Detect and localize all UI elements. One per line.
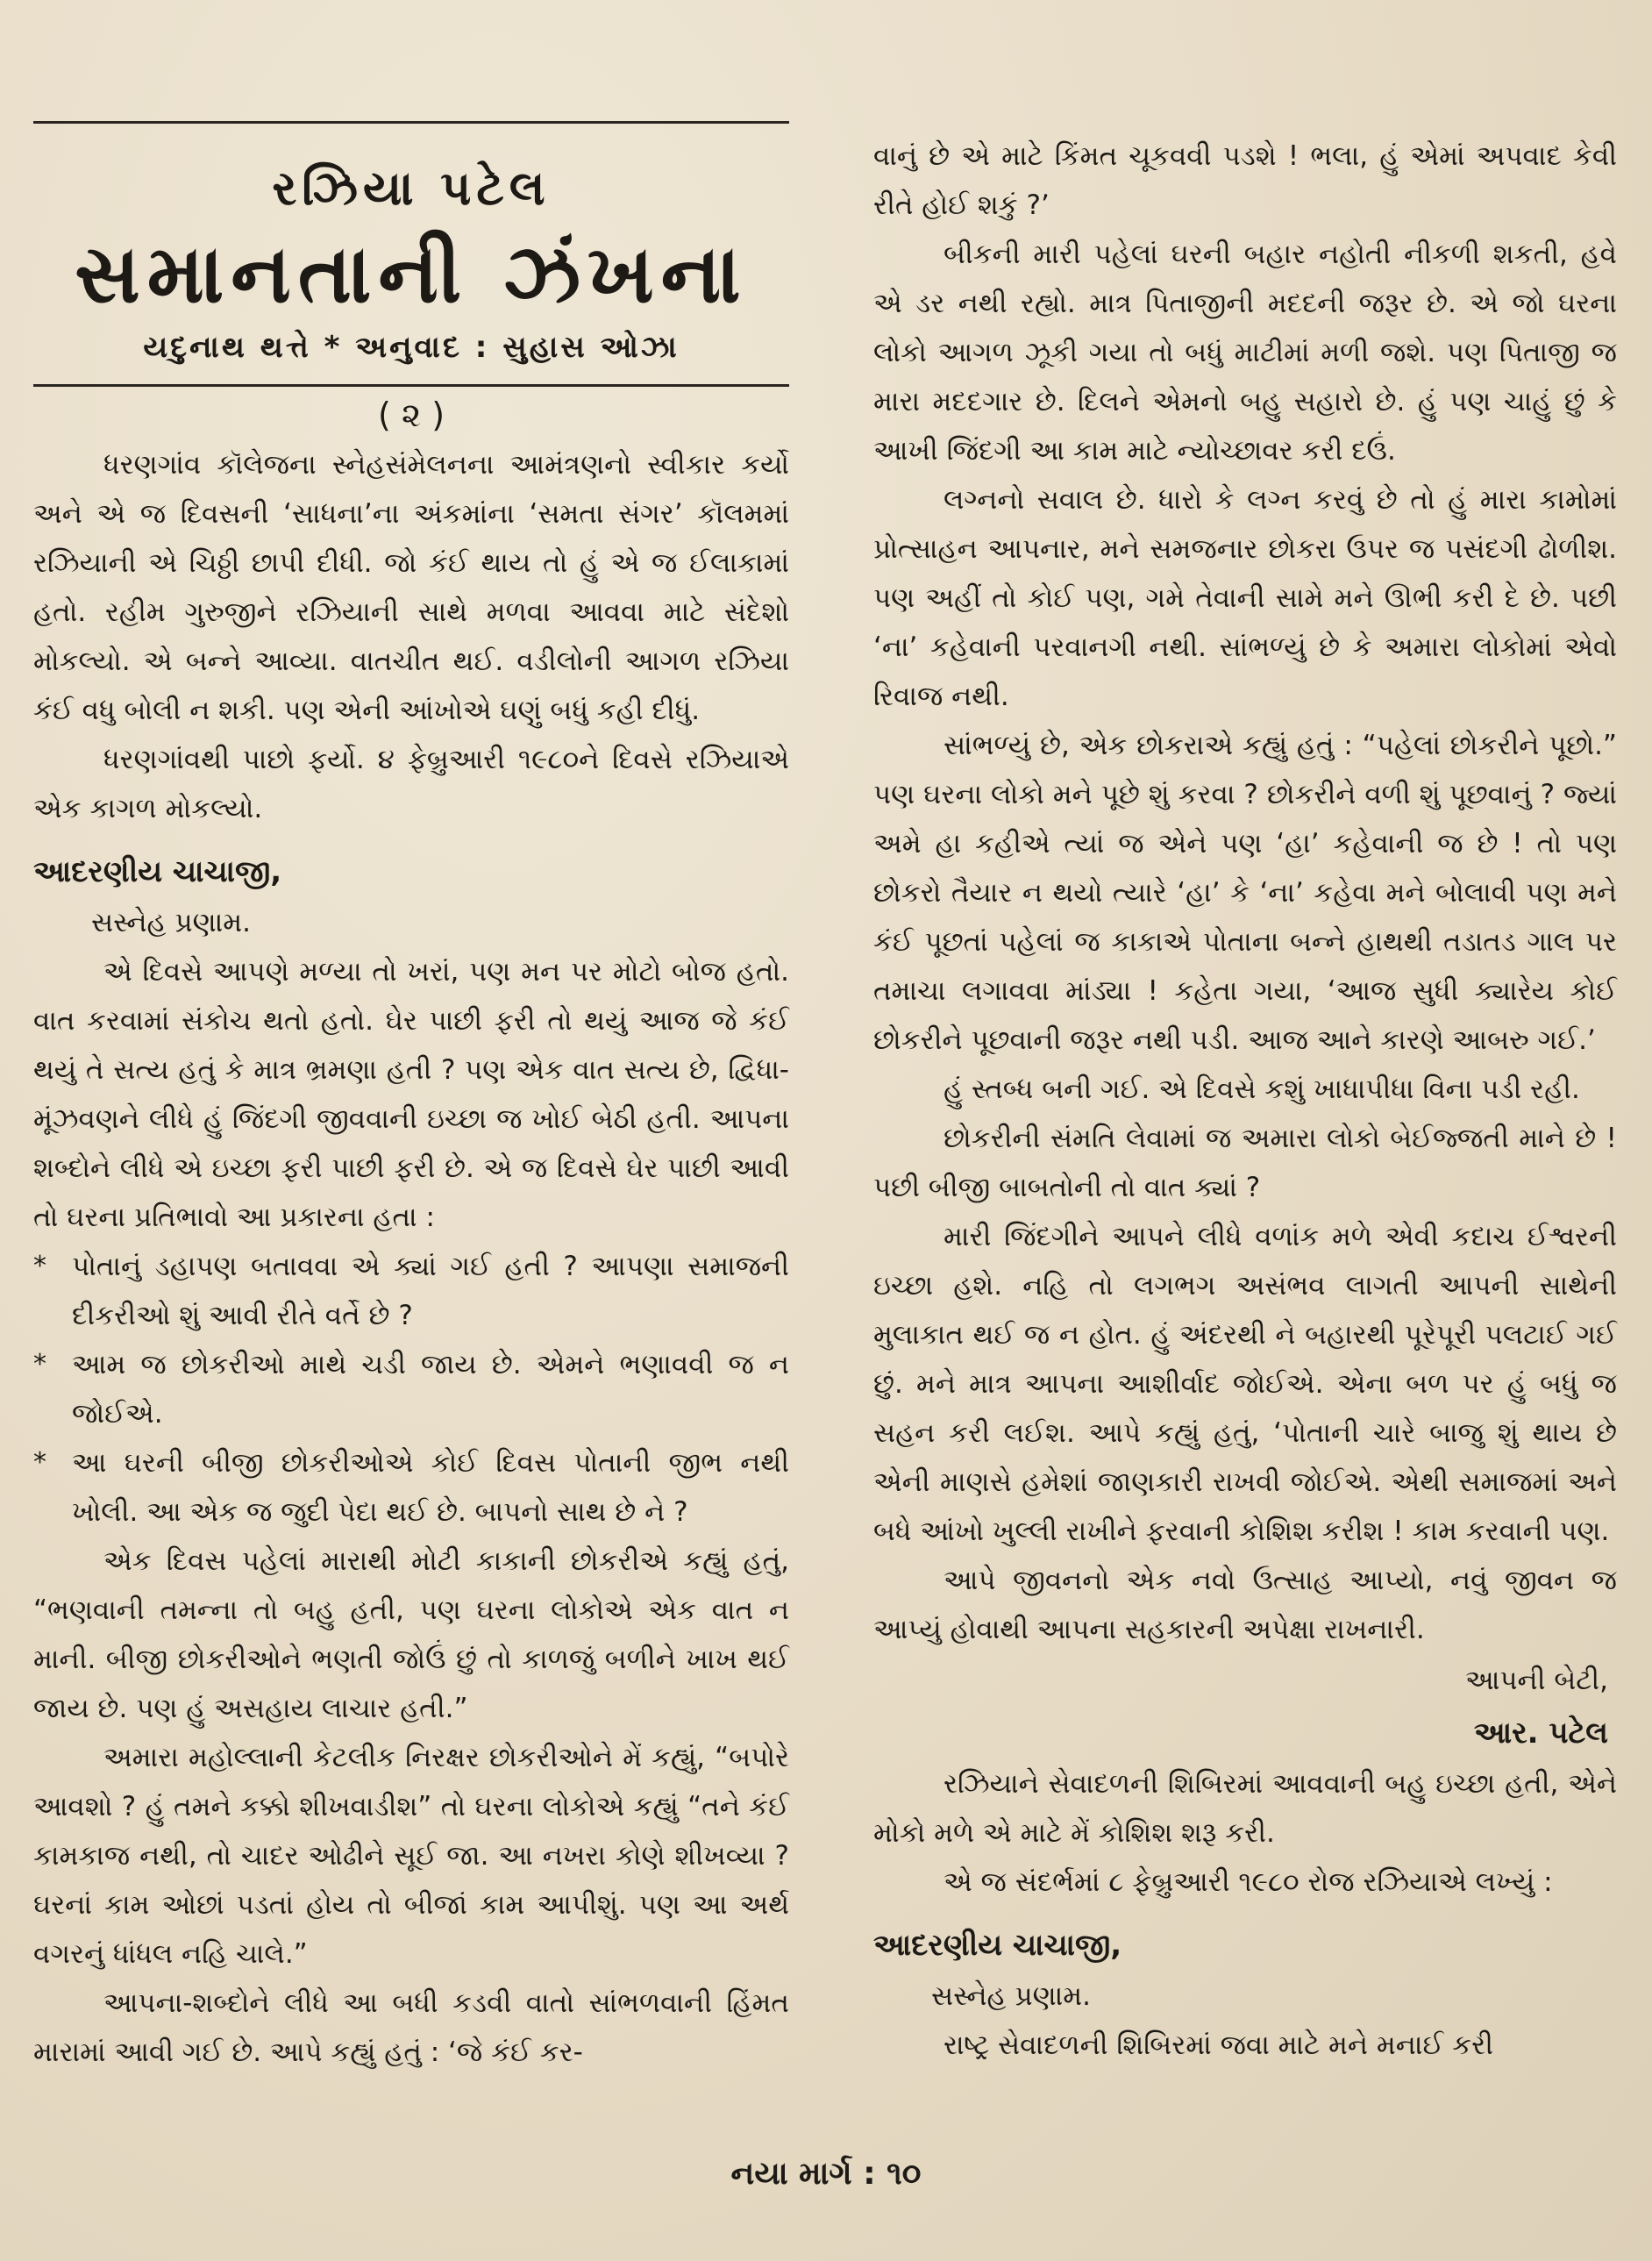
right-column: [873, 132, 1617, 2070]
letter-signature: આર. પટેલ: [1473, 1715, 1608, 1751]
letter-salutation: આદરણીય ચાચાજી,: [33, 853, 282, 889]
letter-paragraph: એ દિવસે આપણે મળ્યા તો ખરાં, પણ મન પર મોટો બોજ હતો. વાત કરવામાં સંકોચ થતો હતો. ઘેર પાછી ફરી તો થયું આજ જે કંઈ થયું તે સત્ય હતું કે માત્ર ભ્રમણા હતી ? પણ એક વાત સત્ય છે, દ્વિધા-મૂંઝવણને લીધે હું જિંદગી જીવવાની ઇચ્છા જ ખોઈ બેઠી હતી. આપના શબ્દોને લીધે એ ઇચ્છા ફરી પાછી ફરી છે. એ જ દિવસે ઘેર પાછી આવી તો ઘરના પ્રતિભાવો આ પ્રકારના હતા :: [33, 955, 789, 1233]
byline: યદુનાથ થત્તે * અનુવાદ : સુહાસ ઓઝા: [143, 329, 680, 365]
author-name: રઝિયા પટેલ: [272, 160, 551, 216]
letter-paragraph: હું સ્તબ્ધ બની ગઈ. એ દિવસે કશું ખાધાપીધા વિના પડી રહી.: [943, 1073, 1580, 1105]
narrative-paragraph: રઝિયાને સેવાદળની શિબિરમાં આવવાની બહુ ઇચ્છા હતી, એને મોકો મળે એ માટે મેં કોશિશ શરૂ કરી.: [873, 1768, 1617, 1849]
letter-paragraph: આપના-શબ્દોને લીધે આ બધી કડવી વાતો સાંભળવાની હિંમત મારામાં આવી ગઈ છે. આપે કહ્યું હતું : ‘જે કંઈ કર-: [33, 1986, 789, 2068]
top-rule: [33, 121, 789, 124]
letter-greeting: સસ્નેહ પ્રણામ.: [91, 906, 251, 938]
intro-paragraph: ધરણગાંવથી પાછો ફર્યો. ૪ ફેબ્રુઆરી ૧૯૮૦ને દિવસે રઝિયાએ એક કાગળ મોકલ્યો.: [33, 743, 789, 824]
reaction-list: [33, 1242, 789, 1537]
letter-paragraph: આપે જીવનનો એક નવો ઉત્સાહ આપ્યો, નવું જીવન જ આપ્યું હોવાથી આપના સહકારની અપેક્ષા રાખનારી.: [873, 1565, 1617, 1645]
letter-paragraph: સાંભળ્યું છે, એક છોકરાએ કહ્યું હતું : “પહેલાં છોકરીને પૂછો.” પણ ઘરના લોકો મને પૂછે શું કરવા ? છોકરીને વળી શું પૂછવાનું ? જ્યાં અમે હા કહીએ ત્યાં જ એને પણ ‘હા’ કહેવાની જ છે ! તો પણ છોકરો તૈયાર ન થયો ત્યારે ‘હા’ કે ‘ના’ કહેવા મને બોલાવી પણ મને કંઈ પૂછતાં પહેલાં જ કાકાએ પોતાના બન્ને હાથથી તડાતડ ગાલ પર તમાચા લગાવવા માંડ્યા ! કહેતા ગયા, ‘આજ સુધી ક્યારેય કોઈ છોકરીને પૂછવાની જરૂર નથી પડી. આજ આને કારણે આબરુ ગઈ.’: [873, 730, 1617, 1056]
left-column: [33, 121, 789, 2077]
letter-salutation: આદરણીય ચાચાજી,: [873, 1928, 1122, 1963]
letter-paragraph: વાનું છે એ માટે કિંમત ચૂકવવી પડશે ! ભલા, હું એમાં અપવાદ કેવી રીતે હોઈ શકું ?’: [873, 140, 1617, 221]
letter-paragraph: બીકની મારી પહેલાં ઘરની બહાર નહોતી નીકળી શકતી, હવે એ ડર નથી રહ્યો. માત્ર પિતાજીની મદદની જરૂર છે. એ જો ઘરના લોકો આગળ ઝૂકી ગયા તો બધું માટીમાં મળી જશે. પણ પિતાજી જ મારા મદદગાર છે. દિલને એમનો બહુ સહારો છે. હું પણ ચાહું છું કે આખી જિંદગી આ કામ માટે ન્યોચ્છાવર કરી દઉં.: [873, 239, 1617, 467]
list-item: * આમ જ છોકરીઓ માથે ચડી જાય છે. એમને ભણાવવી જ ન જોઈએ.: [33, 1340, 789, 1438]
letter-paragraph: લગ્નનો સવાલ છે. ધારો કે લગ્ન કરવું છે તો હું મારા કામોમાં પ્રોત્સાહન આપનાર, મને સમજનાર છોકરા ઉપર જ પસંદગી ઢોળીશ. પણ અહીં તો કોઈ પણ, ગમે તેવાની સામે મને ઊભી કરી દે છે. પછી ‘ના’ કહેવાની પરવાનગી નથી. સાંભળ્યું છે કે અમારા લોકોમાં એવો રિવાજ નથી.: [873, 484, 1617, 712]
letter-paragraph: એક દિવસ પહેલાં મારાથી મોટી કાકાની છોકરીએ કહ્યું હતું, “ભણવાની તમન્ના તો બહુ હતી, પણ ઘરના લોકોએ એક વાત ન માની. બીજી છોકરીઓને ભણતી જોઉં છું તો કાળજું બળીને ખાખ થઈ જાય છે. પણ હું અસહાય લાચાર હતી.”: [33, 1544, 789, 1724]
page-footer: નયા માર્ગ : ૧૦: [730, 2156, 922, 2192]
letter-paragraph: મારી જિંદગીને આપને લીધે વળાંક મળે એવી કદાચ ઈશ્વરની ઇચ્છા હશે. નહિ તો લગભગ અસંભવ લાગતી આપની સાથેની મુલાકાત થઈ જ ન હોત. હું અંદરથી ને બહારથી પૂરેપૂરી પલટાઈ ગઈ છું. મને માત્ર આપના આશીર્વાદ જોઈએ. એના બળ પર હું બધું જ સહન કરી લઈશ. આપે કહ્યું હતું, ‘પોતાની ચારે બાજુ શું થાય છે એની માણસે હમેશાં જાણકારી રાખવી જોઈએ. એથી સમાજમાં અને બધે આંખો ખુલ્લી રાખીને ફરવાની કોશિશ કરીશ ! કામ કરવાની પણ.: [873, 1221, 1617, 1547]
letter-greeting: સસ્નેહ પ્રણામ.: [931, 1980, 1091, 2012]
letter-paragraph: અમારા મહોલ્લાની કેટલીક નિરક્ષર છોકરીઓને મેં કહ્યું, “બપોરે આવશો ? હું તમને કક્કો શીખવાડીશ” તો ઘરના લોકોએ કહ્યું “તને કંઈ કામકાજ નથી, તો ચાદર ઓઢીને સૂઈ જા. આ નખરા કોણે શીખવ્યા ? ઘરનાં કામ ઓછાં પડતાં હોય તો બીજાં કામ આપીશું. પણ આ અર્થ વગરનું ધાંધલ નહિ ચાલે.”: [33, 1741, 789, 1970]
narrative-paragraph: એ જ સંદર્ભમાં ૮ ફેબ્રુઆરી ૧૯૮૦ રોજ રઝિયાએ લખ્યું :: [943, 1866, 1553, 1898]
byline-rule: [33, 384, 789, 387]
letter-paragraph: રાષ્ટ્ર સેવાદળની શિબિરમાં જવા માટે મને મનાઈ કરી: [943, 2029, 1494, 2061]
letter-paragraph: છોકરીની સંમતિ લેવામાં જ અમારા લોકો બેઈજ્જતી માને છે ! પછી બીજી બાબતોની તો વાત ક્યાં ?: [873, 1123, 1617, 1203]
list-item: * પોતાનું ડહાપણ બતાવવા એ ક્યાં ગઈ હતી ? આપણા સમાજની દીકરીઓ શું આવી રીતે વર્તે છે ?: [33, 1242, 789, 1340]
part-number: ( ૨ ): [377, 395, 445, 434]
article-title: સમાનતાની ઝંખના: [75, 227, 748, 321]
letter-closing: આપની બેટી,: [1464, 1665, 1608, 1696]
intro-paragraph: ધરણગાંવ કૉલેજના સ્નેહસંમેલનના આમંત્રણનો સ્વીકાર કર્યો અને એ જ દિવસની ‘સાધના’ના અંકમાંના ‘સમતા સંગર’ કૉલમમાં રઝિયાની એ ચિઠ્ઠી છાપી દીધી. જો કંઈ થાય તો હું એ જ ઈલાકામાં હતો. રહીમ ગુરુજીને રઝિયાની સાથે મળવા આવવા માટે સંદેશો મોકલ્યો. એ બન્ને આવ્યા. વાતચીત થઈ. વડીલોની આગળ રઝિયા કંઈ વધુ બોલી ન શકી. પણ એની આંખોએ ઘણું બધું કહી દીધું.: [33, 448, 789, 726]
list-item: * આ ઘરની બીજી છોકરીઓએ કોઈ દિવસ પોતાની જીભ નથી ખોલી. આ એક જ જુદી પેદા થઈ છે. બાપનો સાથ છે ને ?: [33, 1438, 789, 1537]
